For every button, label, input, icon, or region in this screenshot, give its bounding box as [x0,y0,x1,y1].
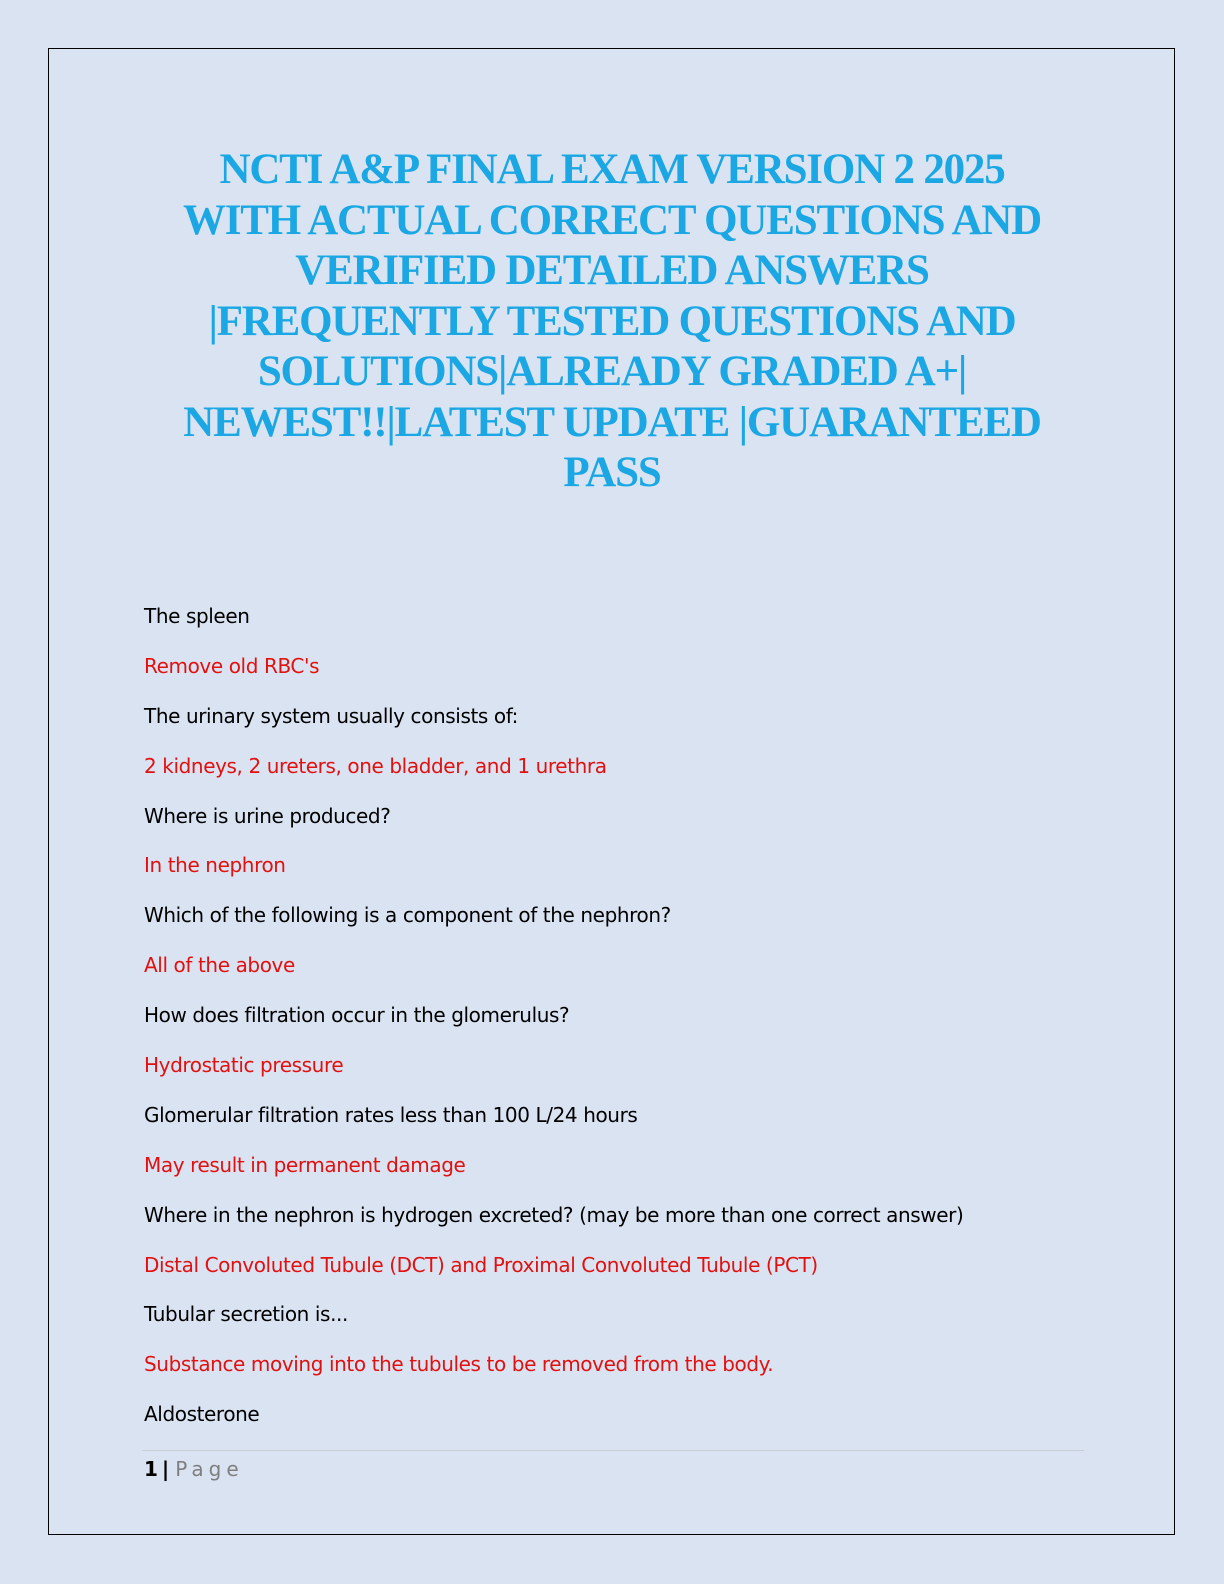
page-label: Page [175,1457,244,1481]
answer-text: Remove old RBC's [144,653,320,678]
question-text: The urinary system usually consists of: [144,703,518,728]
question-text: How does filtration occur in the glomerulus? [144,1003,570,1028]
answer-text: Hydrostatic pressure [144,1053,344,1078]
title-line: PASS [563,449,661,496]
question-text: Where in the nephron is hydrogen excreted? (may be more than one correct answer) [144,1202,964,1227]
title-line: NEWEST!!|LATEST UPDATE |GUARANTEED [183,398,1041,446]
title-line: |FREQUENTLY TESTED QUESTIONS AND [208,297,1016,345]
page-footer [144,1456,244,1482]
question-text: The spleen [144,604,250,628]
question-text: Glomerular filtration rates less than 100 L/24 hours [144,1102,638,1127]
question-text: Aldosterone [144,1402,260,1427]
question-text: Tubular secretion is... [144,1302,348,1327]
title-line: SOLUTIONS|ALREADY GRADED A+| [257,348,967,395]
answer-text: May result in permanent damage [144,1152,466,1177]
title-line: VERIFIED DETAILED ANSWERS [295,247,929,294]
question-answer-list [144,600,1084,1448]
answer-text: 2 kidneys, 2 ureters, one bladder, and 1 urethra [144,753,607,778]
footer-divider [142,1450,1084,1451]
answer-text: Distal Convoluted Tubule (DCT) and Proximal Convoluted Tubule (PCT) [144,1252,818,1277]
title-line: NCTI A&P FINAL EXAM VERSION 2 2025 [219,146,1005,193]
question-text: Where is urine produced? [144,803,391,828]
answer-text: All of the above [144,953,295,978]
answer-text: In the nephron [144,853,286,878]
title-line: WITH ACTUAL CORRECT QUESTIONS AND [182,196,1042,244]
document-title [150,145,1074,499]
page-number: 1 [144,1457,158,1481]
footer-separator: | [161,1457,170,1481]
answer-text: Substance moving into the tubules to be removed from the body. [144,1352,774,1377]
question-text: Which of the following is a component of the nephron? [144,903,671,928]
